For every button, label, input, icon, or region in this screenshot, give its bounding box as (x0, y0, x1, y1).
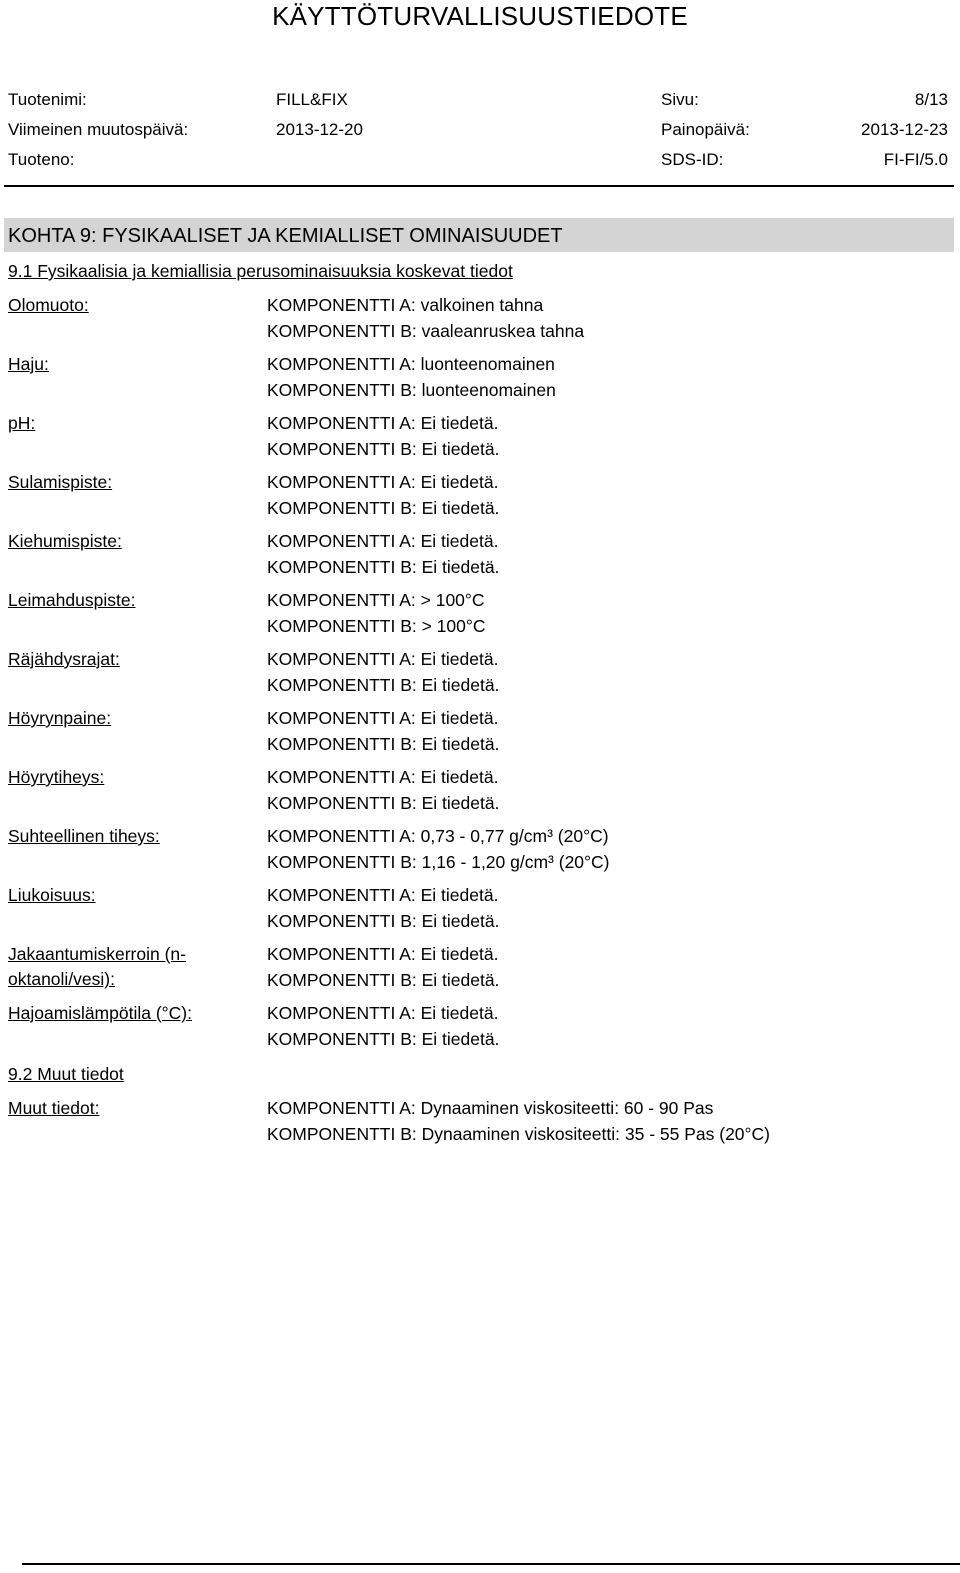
component-a-value: KOMPONENTTI A: Ei tiedetä. (267, 531, 499, 551)
property-value (267, 765, 957, 816)
component-b-value: KOMPONENTTI B: > 100°C (267, 615, 486, 636)
property-value (267, 883, 957, 934)
component-b-value: KOMPONENTTI B: Ei tiedetä. (267, 438, 500, 459)
property-value (267, 588, 957, 639)
component-b-value: KOMPONENTTI B: Dynaaminen viskositeetti: 35 - 55 Pas (20°C) (267, 1123, 770, 1144)
property-label: Jakaantumiskerroin (n-oktanoli/vesi): (8, 944, 186, 989)
component-b-value: KOMPONENTTI B: vaaleanruskea tahna (267, 320, 585, 341)
property-label: Haju: (8, 354, 49, 374)
component-b-value: KOMPONENTTI B: Ei tiedetä. (267, 497, 500, 518)
component-a-value: KOMPONENTTI A: Ei tiedetä. (267, 413, 499, 433)
component-b-value: KOMPONENTTI B: Ei tiedetä. (267, 969, 500, 990)
page-label: Sivu: (661, 90, 699, 109)
property-label: Sulamispiste: (8, 472, 113, 492)
component-a-value: KOMPONENTTI A: Ei tiedetä. (267, 767, 499, 787)
property-label: Höyrynpaine: (8, 708, 112, 728)
component-a-value: KOMPONENTTI A: Ei tiedetä. (267, 1003, 499, 1023)
property-label: Hajoamislämpötila (°C): (8, 1003, 192, 1023)
property-value (267, 706, 957, 757)
component-b-value: KOMPONENTTI B: 1,16 - 1,20 g/cm³ (20°C) (267, 851, 610, 872)
subsection-title-9-2: 9.2 Muut tiedot (8, 1064, 124, 1084)
sds-id-value: FI-FI/5.0 (883, 150, 948, 169)
product-no-label: Tuoteno: (8, 150, 75, 169)
component-a-value: KOMPONENTTI A: Ei tiedetä. (267, 944, 499, 964)
subsection-title-9-1: 9.1 Fysikaalisia ja kemiallisia perusominaisuuksia koskevat tiedot (8, 261, 513, 281)
section-title: KOHTA 9: FYSIKAALISET JA KEMIALLISET OMINAISUUDET (8, 225, 563, 247)
property-value (267, 352, 957, 403)
component-a-value: KOMPONENTTI A: Ei tiedetä. (267, 472, 499, 492)
page-value: 8/13 (914, 90, 948, 109)
property-value (267, 470, 957, 521)
component-b-value: KOMPONENTTI B: luonteenomainen (267, 379, 556, 400)
product-name-value: FILL&FIX (276, 90, 348, 109)
component-b-value: KOMPONENTTI B: Ei tiedetä. (267, 792, 500, 813)
property-label: Leimahduspiste: (8, 590, 136, 610)
footer-divider (22, 1563, 960, 1565)
component-a-value: KOMPONENTTI A: valkoinen tahna (267, 295, 544, 315)
property-value (267, 529, 957, 580)
property-label: Kiehumispiste: (8, 531, 122, 551)
property-label: Höyrytiheys: (8, 767, 105, 787)
component-a-value: KOMPONENTTI A: Ei tiedetä. (267, 708, 499, 728)
sds-id-label: SDS-ID: (661, 150, 724, 169)
property-label: Suhteellinen tiheys: (8, 826, 160, 846)
revision-date-value: 2013-12-20 (276, 120, 363, 139)
property-label: pH: (8, 413, 36, 433)
component-a-value: KOMPONENTTI A: Ei tiedetä. (267, 649, 499, 669)
document-title: KÄYTTÖTURVALLISUUSTIEDOTE (272, 1, 688, 31)
component-a-value: KOMPONENTTI A: 0,73 - 0,77 g/cm³ (20°C) (267, 826, 609, 846)
component-a-value: KOMPONENTTI A: luonteenomainen (267, 354, 555, 374)
property-label: Liukoisuus: (8, 885, 96, 905)
component-a-value: KOMPONENTTI A: Ei tiedetä. (267, 885, 499, 905)
other-info-value (267, 1096, 957, 1147)
property-value (267, 942, 957, 993)
print-date-label: Painopäivä: (661, 120, 750, 139)
header-divider (4, 185, 954, 187)
property-value (267, 824, 957, 875)
component-b-value: KOMPONENTTI B: Ei tiedetä. (267, 733, 500, 754)
section-heading-bar (4, 218, 954, 252)
other-info-label: Muut tiedot: (8, 1098, 100, 1118)
property-value (267, 411, 957, 462)
component-b-value: KOMPONENTTI B: Ei tiedetä. (267, 674, 500, 695)
component-b-value: KOMPONENTTI B: Ei tiedetä. (267, 910, 500, 931)
property-label: Räjähdysrajat: (8, 649, 120, 669)
revision-date-label: Viimeinen muutospäivä: (8, 120, 189, 139)
component-b-value: KOMPONENTTI B: Ei tiedetä. (267, 1028, 500, 1049)
property-value (267, 293, 957, 344)
print-date-value: 2013-12-23 (861, 120, 948, 139)
component-a-value: KOMPONENTTI A: > 100°C (267, 590, 485, 610)
property-value (267, 1001, 957, 1052)
component-a-value: KOMPONENTTI A: Dynaaminen viskositeetti: 60 - 90 Pas (267, 1098, 714, 1118)
component-b-value: KOMPONENTTI B: Ei tiedetä. (267, 556, 500, 577)
property-label: Olomuoto: (8, 295, 89, 315)
product-name-label: Tuotenimi: (8, 90, 87, 109)
property-value (267, 647, 957, 698)
